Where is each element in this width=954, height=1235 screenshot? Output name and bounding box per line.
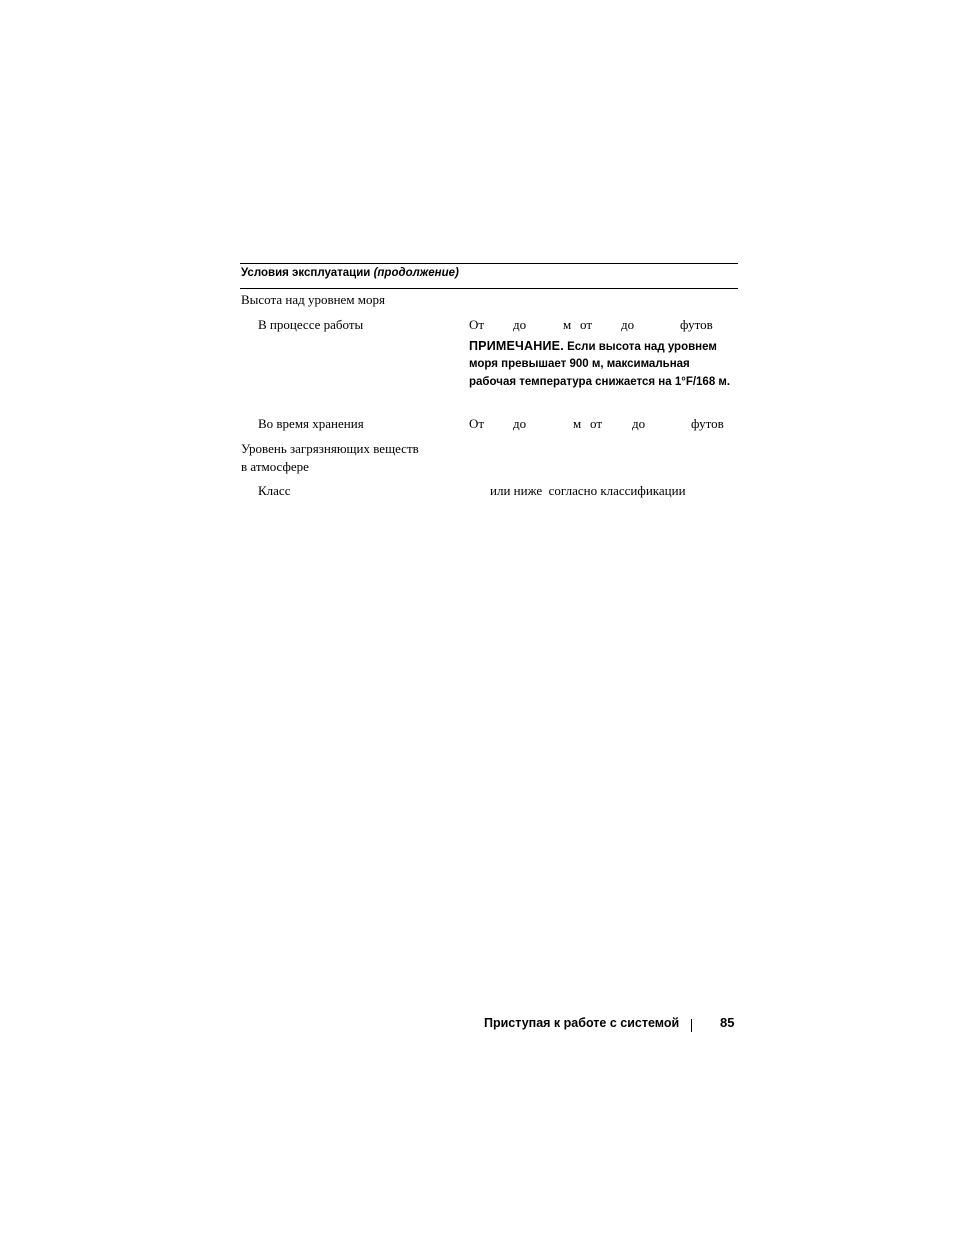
- footer-section-title: Приступая к работе с системой: [484, 1016, 680, 1030]
- operating-from-ft: от: [580, 317, 593, 332]
- storage-unit-m: м: [573, 416, 582, 431]
- storage-unit-ft: футов: [691, 416, 724, 431]
- storage-to-ft: до: [632, 416, 646, 431]
- contaminants-label-line1: Уровень загрязняющих веществ: [241, 441, 419, 456]
- table-header-rule: [240, 288, 738, 289]
- operating-to-ft: до: [621, 317, 635, 332]
- page-number: 85: [720, 1015, 735, 1030]
- altitude-label: Высота над уровнем моря: [241, 292, 386, 307]
- operating-unit-m: м: [563, 317, 572, 332]
- table-title-text: Условия эксплуатации: [241, 267, 371, 279]
- operating-unit-ft: футов: [680, 317, 713, 332]
- table-top-rule: [240, 263, 738, 264]
- table-title: [241, 267, 459, 279]
- storage-to: до: [513, 416, 527, 431]
- table-title-continued: (продолжение): [373, 267, 459, 279]
- class-label: Класс: [258, 483, 291, 498]
- altitude-note: [469, 338, 731, 391]
- class-value: или ниже согласно классификации: [490, 483, 686, 498]
- storage-from: От: [469, 416, 485, 431]
- contaminants-label-line2: в атмосфере: [241, 459, 309, 474]
- operating-label: В процессе работы: [258, 317, 364, 332]
- operating-from: От: [469, 317, 485, 332]
- note-text: Если высота над уровнем моря превышает 900 м, максимальная рабочая температура снижается на 1°F/168 м.: [469, 341, 731, 388]
- storage-from-ft: от: [590, 416, 603, 431]
- storage-label: Во время хранения: [258, 416, 364, 431]
- note-label: ПРИМЕЧАНИЕ.: [469, 339, 564, 353]
- operating-to: до: [513, 317, 527, 332]
- footer-separator: [691, 1019, 692, 1032]
